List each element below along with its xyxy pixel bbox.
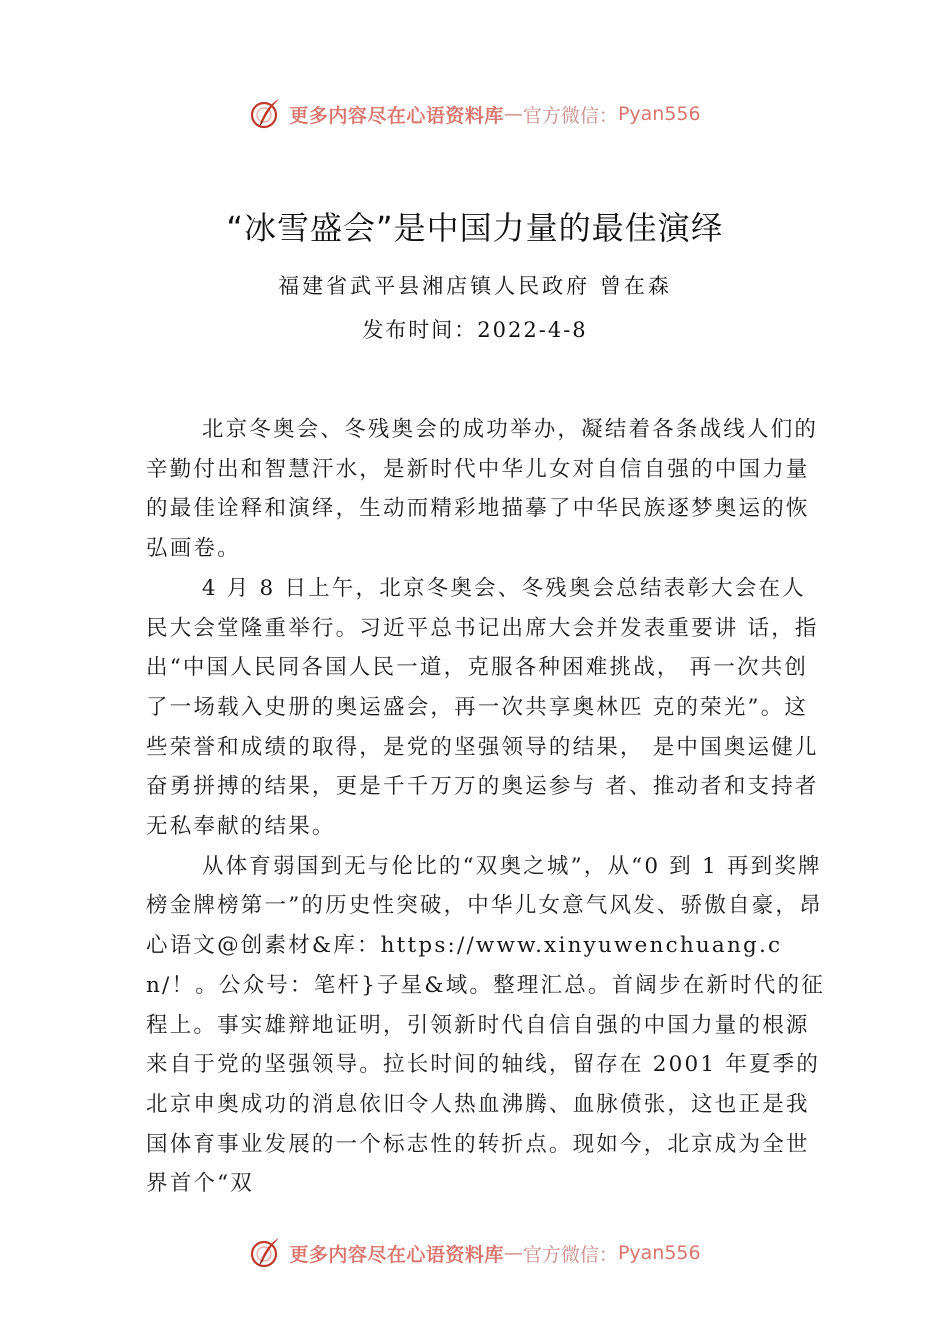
quill-logo-icon bbox=[249, 1236, 283, 1270]
article-body bbox=[146, 410, 826, 1204]
article-paragraph: 从体育弱国到无与伦比的“双奥之城”，从“0 到 1 再到奖牌榜金牌榜第一”的历史性突破，中华儿女意气风发、骄傲自豪，昂心语文@创素材&库：https://www.xinyuwenchuang.cn/！。公众号：笔杆}子星&域。整理汇总。首阔步在新时代的征程上。事实雄辩地证明，引领新时代自信自强的中国力量的根源来自于党的坚强领导。拉长时间的轴线，留存在 2001 年夏季的北京申奥成功的消息依旧令人热血沸腾、血脉偾张，这也正是我国体育事业发展的一个标志性的转折点。现如今，北京成为全世界首个“双 bbox=[146, 853, 825, 1197]
banner-wechat-account: Pyan556 bbox=[617, 103, 701, 125]
banner-wechat-account: Pyan556 bbox=[617, 1242, 701, 1264]
banner-separator: — bbox=[503, 1242, 523, 1264]
footer-watermark-banner bbox=[0, 1233, 950, 1273]
article-author: 福建省武平县湘店镇人民政府 曾在森 bbox=[278, 274, 672, 298]
banner-brand-text: 更多内容尽在心语资料库 bbox=[289, 1243, 504, 1266]
banner-separator: — bbox=[503, 103, 523, 125]
banner-wechat-label: 官方微信： bbox=[522, 1243, 618, 1266]
header-watermark-banner bbox=[0, 94, 950, 134]
article-publish-date: 发布时间：2022-4-8 bbox=[362, 318, 588, 342]
banner-wechat-label: 官方微信： bbox=[522, 104, 618, 127]
article-paragraph: 4 月 8 日上午，北京冬奥会、冬残奥会总结表彰大会在人民大会堂隆重举行。习近平总书记出席大会并发表重要讲 话，指出“中国人民同各国人民一道，克服各种困难挑战， 再一次共创了一场载入史册的奥运盛会，再一次共享奥林匹 克的荣光”。这些荣誉和成绩的取得，是党的坚强领导的结果， 是中国奥运健儿奋勇拼搏的结果，更是千千万万的奥运参与 者、推动者和支持者无私奉献的结果。 bbox=[146, 575, 819, 840]
article-paragraph: 北京冬奥会、冬残奥会的成功举办，凝结着各条战线人们的辛勤付出和智慧汗水，是新时代中华儿女对自信自强的中国力量的最佳诠释和演绎，生动而精彩地描摹了中华民族逐梦奥运的恢弘画卷。 bbox=[146, 417, 819, 562]
article-title: “冰雪盛会”是中国力量的最佳演绎 bbox=[226, 209, 724, 247]
banner-brand-text: 更多内容尽在心语资料库 bbox=[289, 104, 504, 127]
quill-logo-icon bbox=[249, 97, 283, 131]
